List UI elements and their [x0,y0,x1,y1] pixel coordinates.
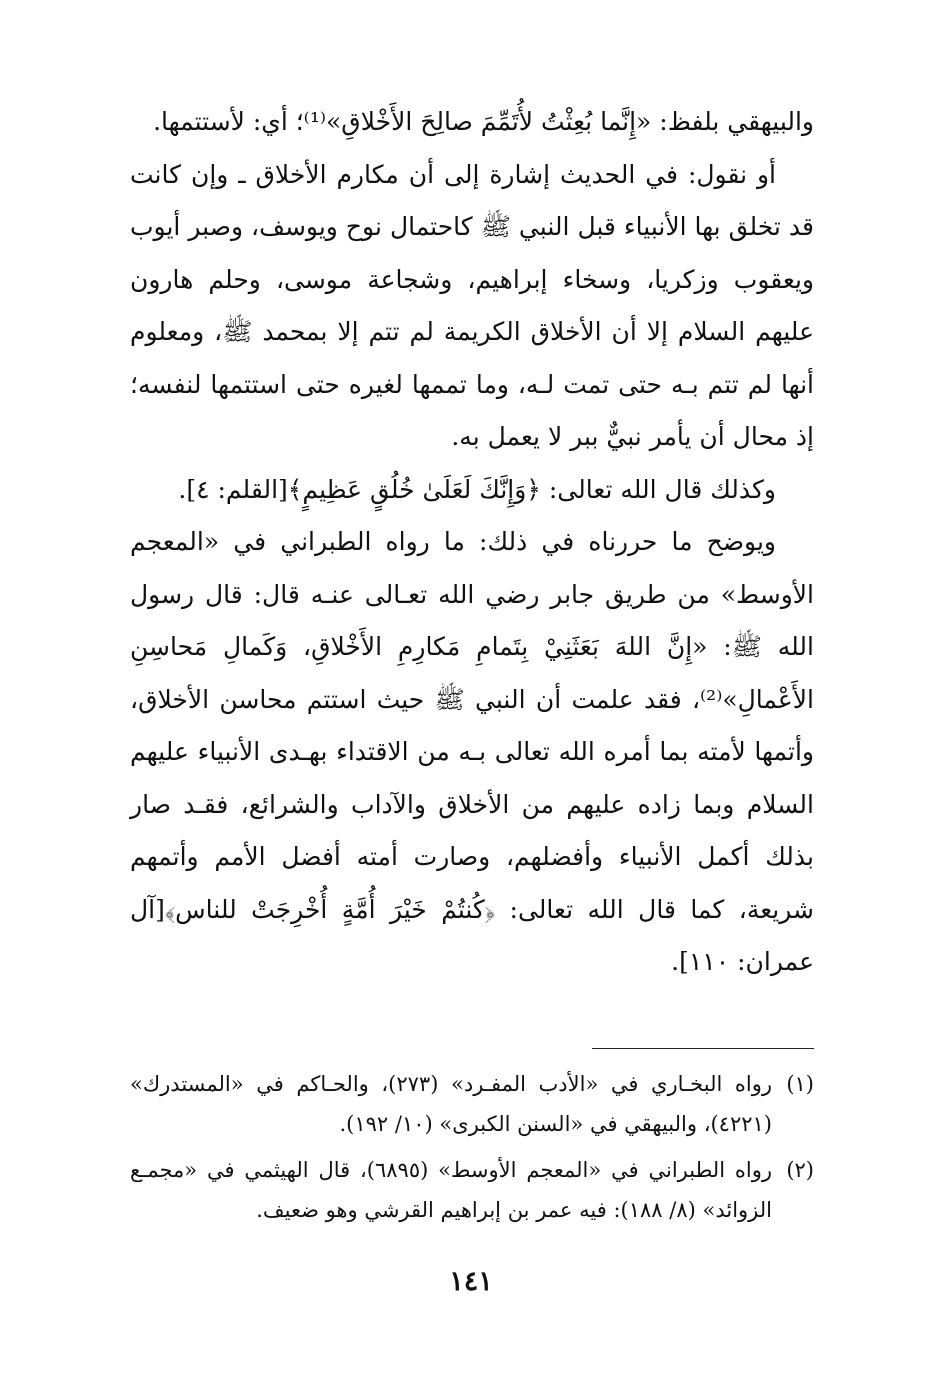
paragraph-2: أو نقول: في الحديث إشارة إلى أن مكارم الأخلاق ـ وإن كانت قد تخلق بها الأنبياء قبل النبي ﷺ كاحتمال نوح ويوسف، وصبر أيوب ويعقوب وزكريا، وسخاء إبراهيم، وشجاعة موسى، وحلم هارون عليهم السلام إلا أن الأخلاق الكريمة لم تتم إلا بمحمد ﷺ، ومعلوم أنها لم تتم بـه حتى تمت لـه، وما تممها لغيره حتى استتمها لنفسه؛ إذ محال أن يأمر نبيٌّ ببر لا يعمل به. [130,159,814,451]
footnote-divider [592,1048,814,1049]
footnotes [130,1064,814,1236]
page-number: ١٤١ [449,1266,493,1297]
paragraph-3: وكذلك قال الله تعالى: ﴿وَإِنَّكَ لَعَلَىٰ خُلُقٍ عَظِيمٍ﴾[القلم: ٤]. [178,474,776,504]
main-text [130,96,814,989]
footnote-1 [130,1064,814,1144]
footnote-text: رواه الطبراني في «المعجم الأوسط» (٦٨٩٥)، قال الهيثمي في «مجمـع الزوائد» (٨/ ١٨٨): فيه عمر بن إبراهيم القرشي وهو ضعيف. [130,1158,773,1222]
footnote-number: (٢) [786,1158,814,1182]
footnote-text: رواه البخـاري في «الأدب المفـرد» (٢٧٣)، والحـاكم في «المستدرك» (٤٢٢١)، والبيهقي في «السنن الكبرى» (١٠/ ١٩٢). [130,1072,773,1136]
paragraph-4: ويوضح ما حررناه في ذلك: ما رواه الطبراني في «المعجم الأوسط» من طريق جابر رضي الله تعـالى عنـه قال: قال رسول الله ﷺ: «إِنَّ اللهَ بَعَثَنِيْ بِتَمامِ مَكارِمِ الأَخْلاقِ، وَكَمالِ مَحاسِنِ الأَعْمالِ»⁽²⁾، فقد علمت أن النبي ﷺ حيث استتم محاسن الأخلاق، وأتمها لأمته بما أمره الله تعالى بـه من الاقتداء بهـدى الأنبياء عليهم السلام وبما زاده عليهم من الأخلاق والآداب والشرائع، فقـد صار بذلك أكمل الأنبياء وأفضلهم، وصارت أمته أفضل الأمم وأتمهم شريعة، كما قال الله تعالى: ﴿كُنتُمْ خَيْرَ أُمَّةٍ أُخْرِجَتْ للناس﴾[آل عمران: ١١٠]. [130,527,814,976]
footnote-2 [130,1150,814,1230]
paragraph-1: والبيهقي بلفظ: «إِنَّما بُعِثْتُ لأُتَمِّمَ صالِحَ الأَخْلاقِ»⁽¹⁾؛ أي: لأستتمها. [153,107,814,136]
footnote-number: (١) [786,1072,814,1096]
